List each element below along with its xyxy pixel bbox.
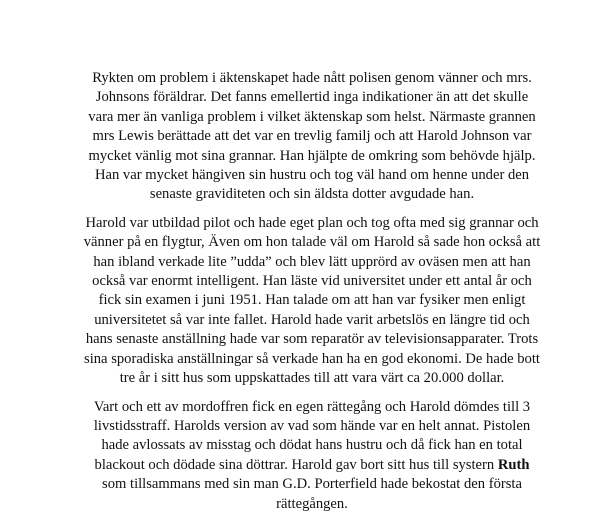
paragraph-1: Rykten om problem i äktenskapet hade nått polisen genom vänner och mrs. Johnsons föräldrar. Det fanns emellertid inga indikationer än att det skulle vara mer än vanliga problem i vilket äktenskap som helst. Närmaste grannen mrs Lewis berättade att det var en trevlig familj och att Harold Johnson var mycket vänlig mot sina grannar. Han hjälpte de omkring som behövde hjälp. Han var mycket hängiven sin hustru och tog väl hand om henne under den senaste graviditeten och sin äldsta dotter avgudade han. bbox=[88, 70, 536, 203]
paragraph-2: Harold var utbildad pilot och hade eget plan och tog ofta med sig grannar och vänner på en flygtur, Även om hon talade väl om Harold så sade hon också att han ibland verkade lite ”udda” och blev lätt upprörd av oväsen men att han också var enormt intelligent. Han läste vid universitet under ett antal år och fick sin examen i juni 1951. Han talade om att han var fysiker men enligt universitetet så var inte fallet. Harold hade varit arbetslös en längre tid och hans senaste anställning hade var som reparatör av televisionsapparater. Trots sina sporadiska anställningar så verkade han ha en god ekonomi. De hade bott tre år i sitt hus som uppskattades till att vara värt ca 20.000 dollar. bbox=[83, 214, 541, 387]
paragraph-3 bbox=[82, 398, 542, 514]
paragraph-3-text-start: Vart och ett av mordoffren fick en egen rättegång och Harold dömdes till 3 livstidsstraff. Harolds version av vad som hände var en helt annat. Pistolen hade avlossats av misstag och dödat hans hustru och då fick han en total blackout och dödade sina döttrar. Harold gav bort sitt hus till systern bbox=[93, 398, 531, 473]
paragraph-3-text-end: som tillsammans med sin man G.D. Porterfield hade bekostat den första rättegången. bbox=[102, 476, 522, 512]
bold-name-ruth: Ruth bbox=[497, 456, 530, 473]
